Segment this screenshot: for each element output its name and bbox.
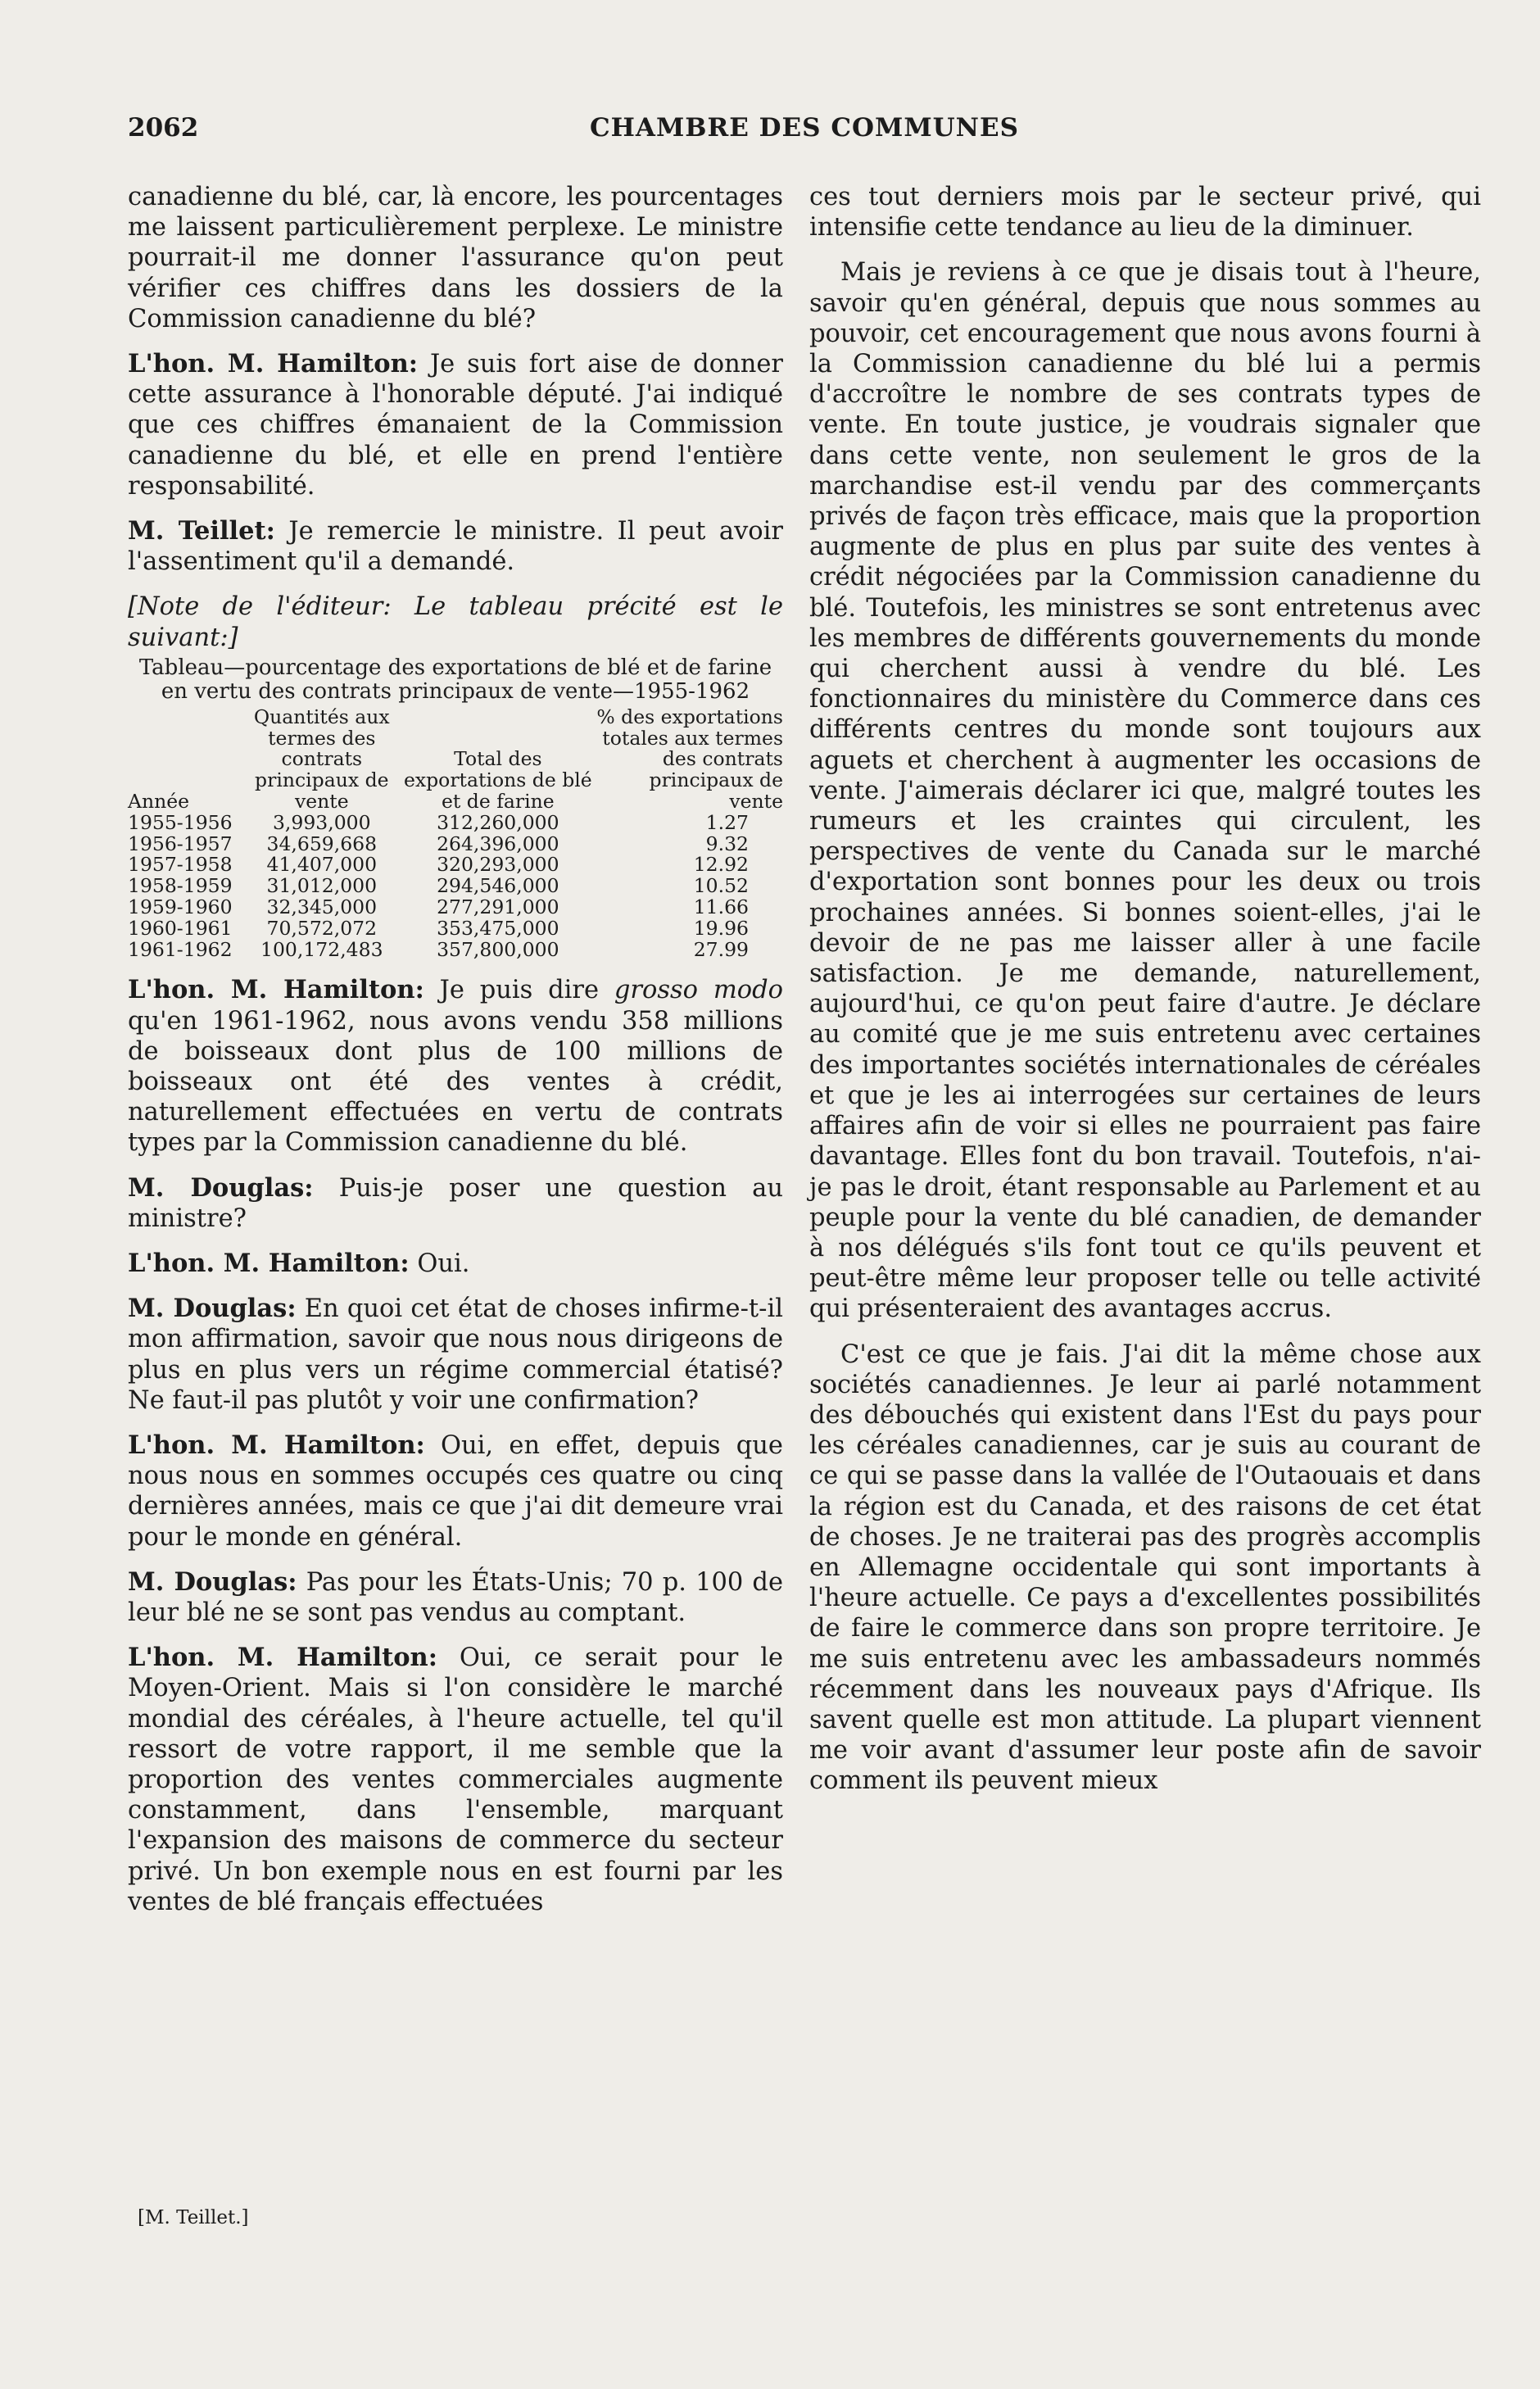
cell-pct: 11.66 xyxy=(693,895,749,919)
table-row xyxy=(128,940,783,961)
cell-qty: 70,572,072 xyxy=(266,916,378,940)
speaker-name: L'hon. M. Hamilton: xyxy=(128,1249,410,1279)
paragraph: C'est ce que je fais. J'ai dit la même chose aux sociétés canadiennes. Je leur ai parlé notamment des débouchés qui existent dans l'Est du pays pour les céréales canadiennes, car je suis au courant de ce qui se passe dans la vallée de l'Outaouais et dans la région est du Canada, et des raisons de cet état de choses. Je ne traiterai pas des progrès accomplis en Allemagne occidentale qui sont importants à l'heure actuelle. Ce pays a d'excellentes possibilités de faire le commerce dans son propre territoire. Je me suis entretenu avec les ambassadeurs nommés récemment dans les nouveaux pays d'Afrique. Ils savent quelle est mon attitude. La plupart viennent me voir avant d'assumer leur poste afin de savoir comment ils peuvent mieux xyxy=(809,1340,1481,1796)
speaker-name: L'hon. M. Hamilton: xyxy=(128,975,424,1005)
speech-text: qu'en 1961-1962, nous avons vendu 358 millions de boisseaux dont plus de 100 millions de boisseaux ont été des ventes à crédit, naturellement effectuées en vertu de contrats types par la Commission canadienne du blé. xyxy=(128,1006,783,1158)
paragraph xyxy=(128,1249,783,1279)
speaker-name: M. Teillet: xyxy=(128,516,275,546)
page-number: 2062 xyxy=(128,113,199,143)
speaker-name: L'hon. M. Hamilton: xyxy=(128,349,419,379)
paragraph: Mais je reviens à ce que je disais tout à l'heure, savoir qu'en général, depuis que nous sommes au pouvoir, cet encouragement que nous avons fourni à la Commission canadienne du blé lui a permis d'accroître le nombre de ses contrats types de vente. En toute justice, je voudrais signaler que dans cette vente, non seulement le gros de la marchandise est-il vendu par des commerçants privés de façon très efficace, mais que la proportion augmente de plus en plus par suite des ventes à crédit négociées par la Commission canadienne du blé. Toutefois, les ministres se sont entretenus avec les membres de différents gouvernements du monde qui cherchent aussi à vendre du blé. Les fonctionnaires du ministère du Commerce dans ces différents centres du monde sont toujours aux aguets et cherchent à augmenter les occasions de vente. J'aimerais déclarer ici que, malgré toutes les rumeurs et les craintes qui circulent, les perspectives de vente du Canada sur le marché d'exportation sont bonnes pour les deux ou trois prochaines années. Si bonnes soient-elles, j'ai le devoir de ne pas me laisser aller à une facile satisfaction. Je me demande, naturellement, aujourd'hui, ce qu'on peut faire d'autre. Je déclare au comité que je me suis entretenu avec certaines des importantes sociétés internationales de céréales et que je les ai interrogées sur certaines de leurs affaires afin de voir si elles ne pourraient pas faire davantage. Elles font du bon travail. Toutefois, n'ai-je pas le droit, étant responsable au Parlement et au peuple pour la vente du blé canadien, de demander à nos délégués s'ils font tout ce qu'ils peuvent et peut-être même leur proposer telle ou telle activité qui présenteraient des avantages accrus. xyxy=(809,258,1481,1324)
cell-total: 277,291,000 xyxy=(437,895,559,919)
paragraph xyxy=(128,1294,783,1416)
speaker-name: L'hon. M. Hamilton: xyxy=(128,1430,425,1461)
speech-text: Puis-je poser une question au ministre? xyxy=(128,1173,783,1233)
cell-qty: 41,407,000 xyxy=(266,853,378,877)
cell-total: 353,475,000 xyxy=(437,916,559,940)
speech-text: Je remercie le ministre. Il peut avoir l'assentiment qu'il a demandé. xyxy=(128,517,783,577)
cell-pct: 19.96 xyxy=(693,916,749,940)
cell-total: 294,546,000 xyxy=(437,874,559,898)
cell-year: 1957-1958 xyxy=(128,853,233,877)
speaker-name: M. Douglas: xyxy=(128,1294,297,1324)
editor-note: [Note de l'éditeur: Le tableau précité est le suivant:] xyxy=(128,592,783,652)
speech-text: Oui, en effet, depuis que nous nous en sommes occupés ces quatre ou cinq dernières années, mais ce que j'ai dit demeure vrai pour le monde en général. xyxy=(128,1431,783,1552)
table-caption: Tableau—pourcentage des exportations de blé et de farine en vertu des contrats principaux de vente—1955-1962 xyxy=(138,655,772,704)
table-row xyxy=(128,855,783,876)
speaker-name: M. Douglas: xyxy=(128,1566,297,1597)
cell-qty: 34,659,668 xyxy=(266,832,378,855)
cell-pct: 12.92 xyxy=(693,853,749,877)
table-row xyxy=(128,897,783,918)
cell-total: 312,260,000 xyxy=(437,810,559,834)
speech-text: Pas pour les États-Unis; 70 p. 100 de leur blé ne se sont pas vendus au comptant. xyxy=(128,1567,783,1628)
speech-text: Oui, ce serait pour le Moyen-Orient. Mais si l'on considère le marché mondial des céréales, à l'heure actuelle, tel qu'il ressort de votre rapport, il me semble que la proportion des ventes commerciales augmente constamment, dans l'ensemble, marquant l'expansion des maisons de commerce du secteur privé. Un bon exemple nous en est fourni par les ventes de blé français effectuées xyxy=(128,1643,783,1916)
speech-italic: grosso modo xyxy=(614,976,784,1005)
speech-text: Je suis fort aise de donner cette assurance à l'honorable député. J'ai indiqué que ces chiffres émanaient de la Commission canadienne du blé, et elle en prend l'entière responsabilité. xyxy=(128,350,783,501)
cell-year: 1955-1956 xyxy=(128,810,233,834)
cell-pct: 10.52 xyxy=(693,874,749,898)
cell-total: 357,800,000 xyxy=(437,937,559,961)
paragraph xyxy=(128,1430,783,1553)
paragraph: canadienne du blé, car, là encore, les pourcentages me laissent particulièrement perplexe. Le ministre pourrait-il me donner l'assurance qu'on peut vérifier ces chiffres dans les dossiers de la Commission canadienne du blé? xyxy=(128,183,783,333)
page-header xyxy=(128,113,1481,154)
table-row xyxy=(128,918,783,940)
cell-pct: 27.99 xyxy=(693,937,749,961)
speech-text: En quoi cet état de choses infirme-t-il mon affirmation, savoir que nous nous dirigeons de plus en plus vers un régime commercial étatisé? Ne faut-il pas plutôt y voir une confirmation? xyxy=(128,1294,783,1415)
cell-qty: 31,012,000 xyxy=(266,874,378,898)
header-percent: % des exportations totales aux termes des contrats principaux de vente xyxy=(596,705,783,814)
paragraph xyxy=(128,975,783,1158)
speaker-reference: [M. Teillet.] xyxy=(138,2207,249,2228)
paragraph xyxy=(128,516,783,577)
cell-year: 1958-1959 xyxy=(128,874,233,898)
speech-text: Je puis dire xyxy=(439,976,600,1005)
paragraph xyxy=(128,1567,783,1628)
cell-qty: 3,993,000 xyxy=(272,810,371,834)
cell-year: 1960-1961 xyxy=(128,916,233,940)
header-quantities: Quantités aux termes des contrats principaux de vente xyxy=(253,705,390,814)
header-year: Année xyxy=(128,790,190,814)
cell-total: 264,396,000 xyxy=(437,832,559,855)
cell-year: 1956-1957 xyxy=(128,832,233,855)
running-title: CHAMBRE DES COMMUNES xyxy=(589,113,1020,143)
speaker-name: L'hon. M. Hamilton: xyxy=(128,1643,437,1673)
cell-year: 1961-1962 xyxy=(128,937,233,961)
table-header-row xyxy=(128,707,783,813)
cell-qty: 100,172,483 xyxy=(260,937,383,961)
cell-total: 320,293,000 xyxy=(437,853,559,877)
left-column xyxy=(128,182,783,1932)
paragraph xyxy=(128,349,783,501)
cell-year: 1959-1960 xyxy=(128,895,233,919)
table-row xyxy=(128,834,783,855)
table-row xyxy=(128,813,783,834)
export-table xyxy=(128,707,783,961)
cell-pct: 1.27 xyxy=(705,810,749,834)
speaker-name: M. Douglas: xyxy=(128,1172,314,1203)
paragraph xyxy=(128,1643,783,1917)
paragraph: ces tout derniers mois par le secteur privé, qui intensifie cette tendance au lieu de la diminuer. xyxy=(809,183,1481,243)
header-total: Total des exportations de blé et de farine xyxy=(403,747,592,814)
speech-text: Oui. xyxy=(417,1249,470,1279)
right-column xyxy=(809,182,1481,1811)
cell-pct: 9.32 xyxy=(705,832,749,855)
paragraph xyxy=(128,1173,783,1234)
table-row xyxy=(128,876,783,897)
cell-qty: 32,345,000 xyxy=(266,895,378,919)
